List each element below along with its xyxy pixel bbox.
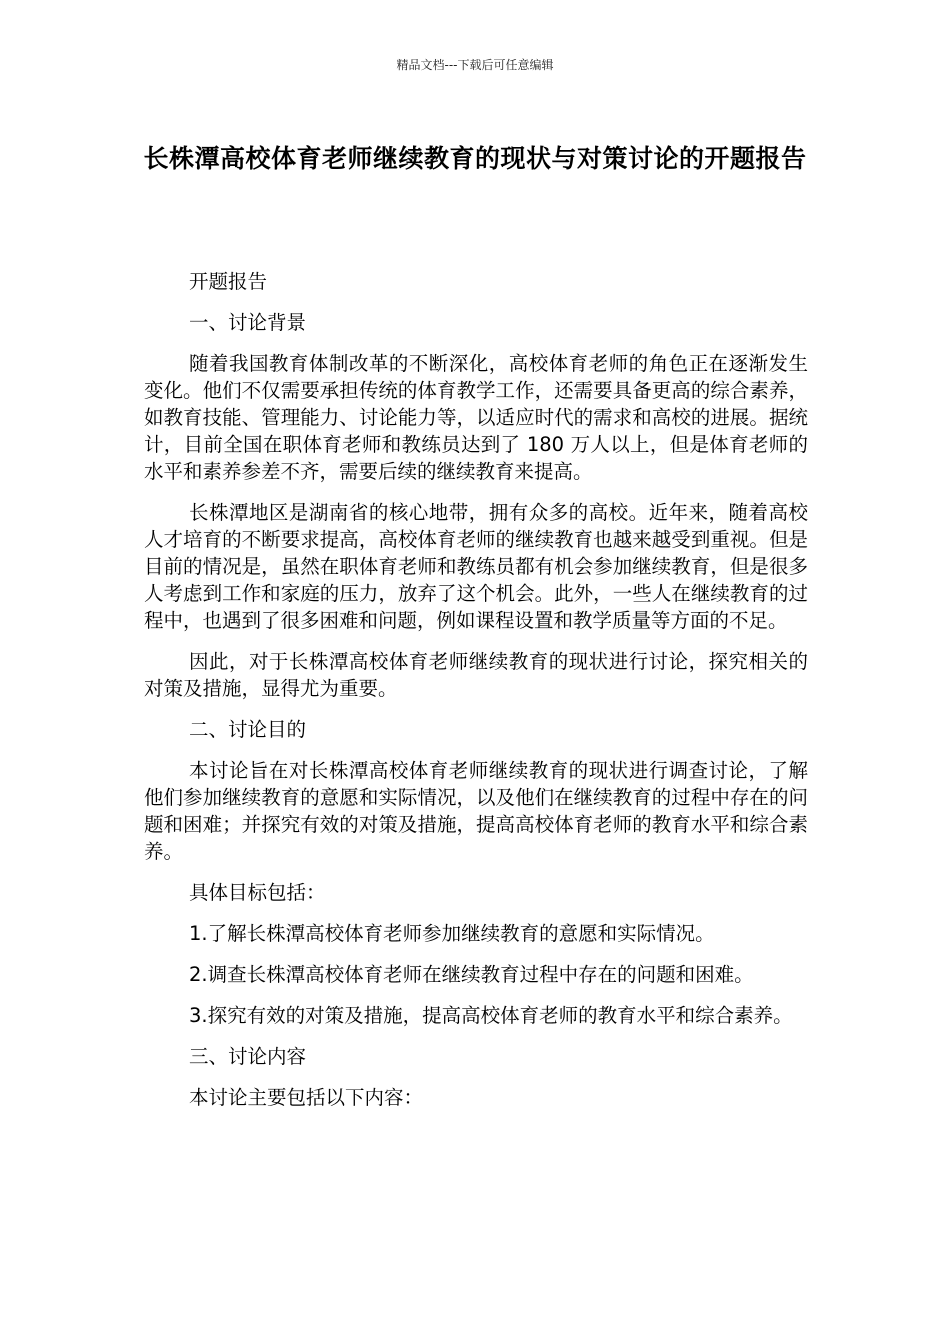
paragraph-background-1: 随着我国教育体制改革的不断深化，高校体育老师的角色正在逐渐发生变化。他们不仅需要承担传统的体育教学工作，还需要具备更高的综合素养，如教育技能、管理能力、讨论能力等，以适应时代的需求和高校的进展。据统计，目前全国在职体育老师和教练员达到了 180 万人以上，但是体育老师的水平和素养参差不齐，需要后续的继续教育来提高。 (144, 352, 808, 483)
paragraph-goals-intro: 具体目标包括： (189, 881, 326, 904)
page-header: 精品文档---下载后可任意编辑 (396, 58, 554, 72)
section-heading-content: 三、讨论内容 (189, 1045, 307, 1068)
document-body (144, 268, 808, 1125)
list-item-goal-2: 2.调查长株潭高校体育老师在继续教育过程中存在的问题和困难。 (189, 963, 754, 986)
list-item-goal-3: 3.探究有效的对策及措施，提高高校体育老师的教育水平和综合素养。 (189, 1004, 793, 1027)
document-title: 长株潭高校体育老师继续教育的现状与对策讨论的开题报告 (143, 144, 807, 173)
paragraph-content-intro: 本讨论主要包括以下内容： (189, 1086, 424, 1109)
section-heading-purpose: 二、讨论目的 (189, 718, 307, 741)
paragraph-purpose: 本讨论旨在对长株潭高校体育老师继续教育的现状进行调查讨论，了解他们参加继续教育的意愿和实际情况，以及他们在继续教育的过程中存在的问题和困难；并探究有效的对策及措施，提高高校体育老师的教育水平和综合素养。 (144, 759, 808, 863)
section-heading-background: 一、讨论背景 (189, 311, 307, 334)
list-item-goal-1: 1.了解长株潭高校体育老师参加继续教育的意愿和实际情况。 (189, 922, 715, 945)
paragraph-background-2: 长株潭地区是湖南省的核心地带，拥有众多的高校。近年来，随着高校人才培育的不断要求提高，高校体育老师的继续教育也越来越受到重视。但是目前的情况是，虽然在职体育老师和教练员都有机会参加继续教育，但是很多人考虑到工作和家庭的压力，放弃了这个机会。此外，一些人在继续教育的过程中，也遇到了很多困难和问题，例如课程设置和教学质量等方面的不足。 (144, 501, 808, 632)
paragraph-opening-label: 开题报告 (189, 270, 268, 293)
paragraph-background-3: 因此，对于长株潭高校体育老师继续教育的现状进行讨论，探究相关的对策及措施，显得尤为重要。 (144, 650, 808, 700)
